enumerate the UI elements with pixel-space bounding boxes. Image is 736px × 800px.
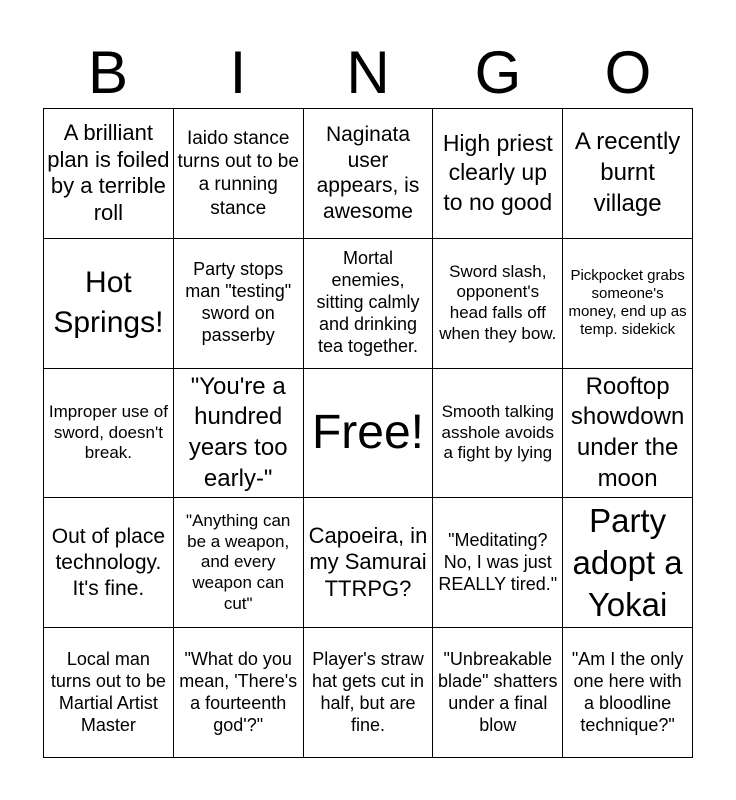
bingo-board (43, 108, 693, 758)
bingo-cell-r1c1[interactable]: A brilliant plan is foiled by a terrible roll (44, 109, 174, 239)
header-letter-i: I (229, 39, 247, 106)
bingo-cell-r3c1[interactable]: Improper use of sword, doesn't break. (44, 369, 174, 499)
bingo-cell-r4c2[interactable]: "Anything can be a weapon, and every weapon can cut" (174, 498, 304, 628)
bingo-cell-r5c3[interactable]: Player's straw hat gets cut in half, but are fine. (304, 628, 434, 758)
bingo-cell-r5c1[interactable]: Local man turns out to be Martial Artist Master (44, 628, 174, 758)
bingo-header (43, 38, 693, 108)
bingo-cell-r2c3[interactable]: Mortal enemies, sitting calmly and drinking tea together. (304, 239, 434, 369)
bingo-cell-r1c2[interactable]: Iaido stance turns out to be a running stance (174, 109, 304, 239)
bingo-cell-r2c2[interactable]: Party stops man "testing" sword on passerby (174, 239, 304, 369)
bingo-cell-r1c4[interactable]: High priest clearly up to no good (433, 109, 563, 239)
bingo-cell-r4c3[interactable]: Capoeira, in my Samurai TTRPG? (304, 498, 434, 628)
bingo-cell-r5c2[interactable]: "What do you mean, 'There's a fourteenth god'?" (174, 628, 304, 758)
bingo-cell-r3c5[interactable]: Rooftop showdown under the moon (563, 369, 693, 499)
header-letter-o: O (604, 39, 652, 106)
bingo-cell-r4c1[interactable]: Out of place technology. It's fine. (44, 498, 174, 628)
bingo-cell-r5c4[interactable]: "Unbreakable blade" shatters under a final blow (433, 628, 563, 758)
header-letter-g: G (474, 39, 522, 106)
bingo-cell-r5c5[interactable]: "Am I the only one here with a bloodline technique?" (563, 628, 693, 758)
bingo-cell-r2c1[interactable]: Hot Springs! (44, 239, 174, 369)
bingo-cell-r4c4[interactable]: "Meditating? No, I was just REALLY tired." (433, 498, 563, 628)
bingo-cell-r1c5[interactable]: A recently burnt village (563, 109, 693, 239)
bingo-cell-r4c5[interactable]: Party adopt a Yokai (563, 498, 693, 628)
header-letter-b: B (87, 39, 129, 106)
bingo-cell-r3c2[interactable]: "You're a hundred years too early-" (174, 369, 304, 499)
bingo-cell-r3c4[interactable]: Smooth talking asshole avoids a fight by lying (433, 369, 563, 499)
header-letter-n: N (346, 39, 390, 106)
bingo-cell-free[interactable]: Free! (304, 369, 434, 499)
bingo-cell-r2c4[interactable]: Sword slash, opponent's head falls off when they bow. (433, 239, 563, 369)
bingo-cell-r1c3[interactable]: Naginata user appears, is awesome (304, 109, 434, 239)
bingo-cell-r2c5[interactable]: Pickpocket grabs someone's money, end up as temp. sidekick (563, 239, 693, 369)
